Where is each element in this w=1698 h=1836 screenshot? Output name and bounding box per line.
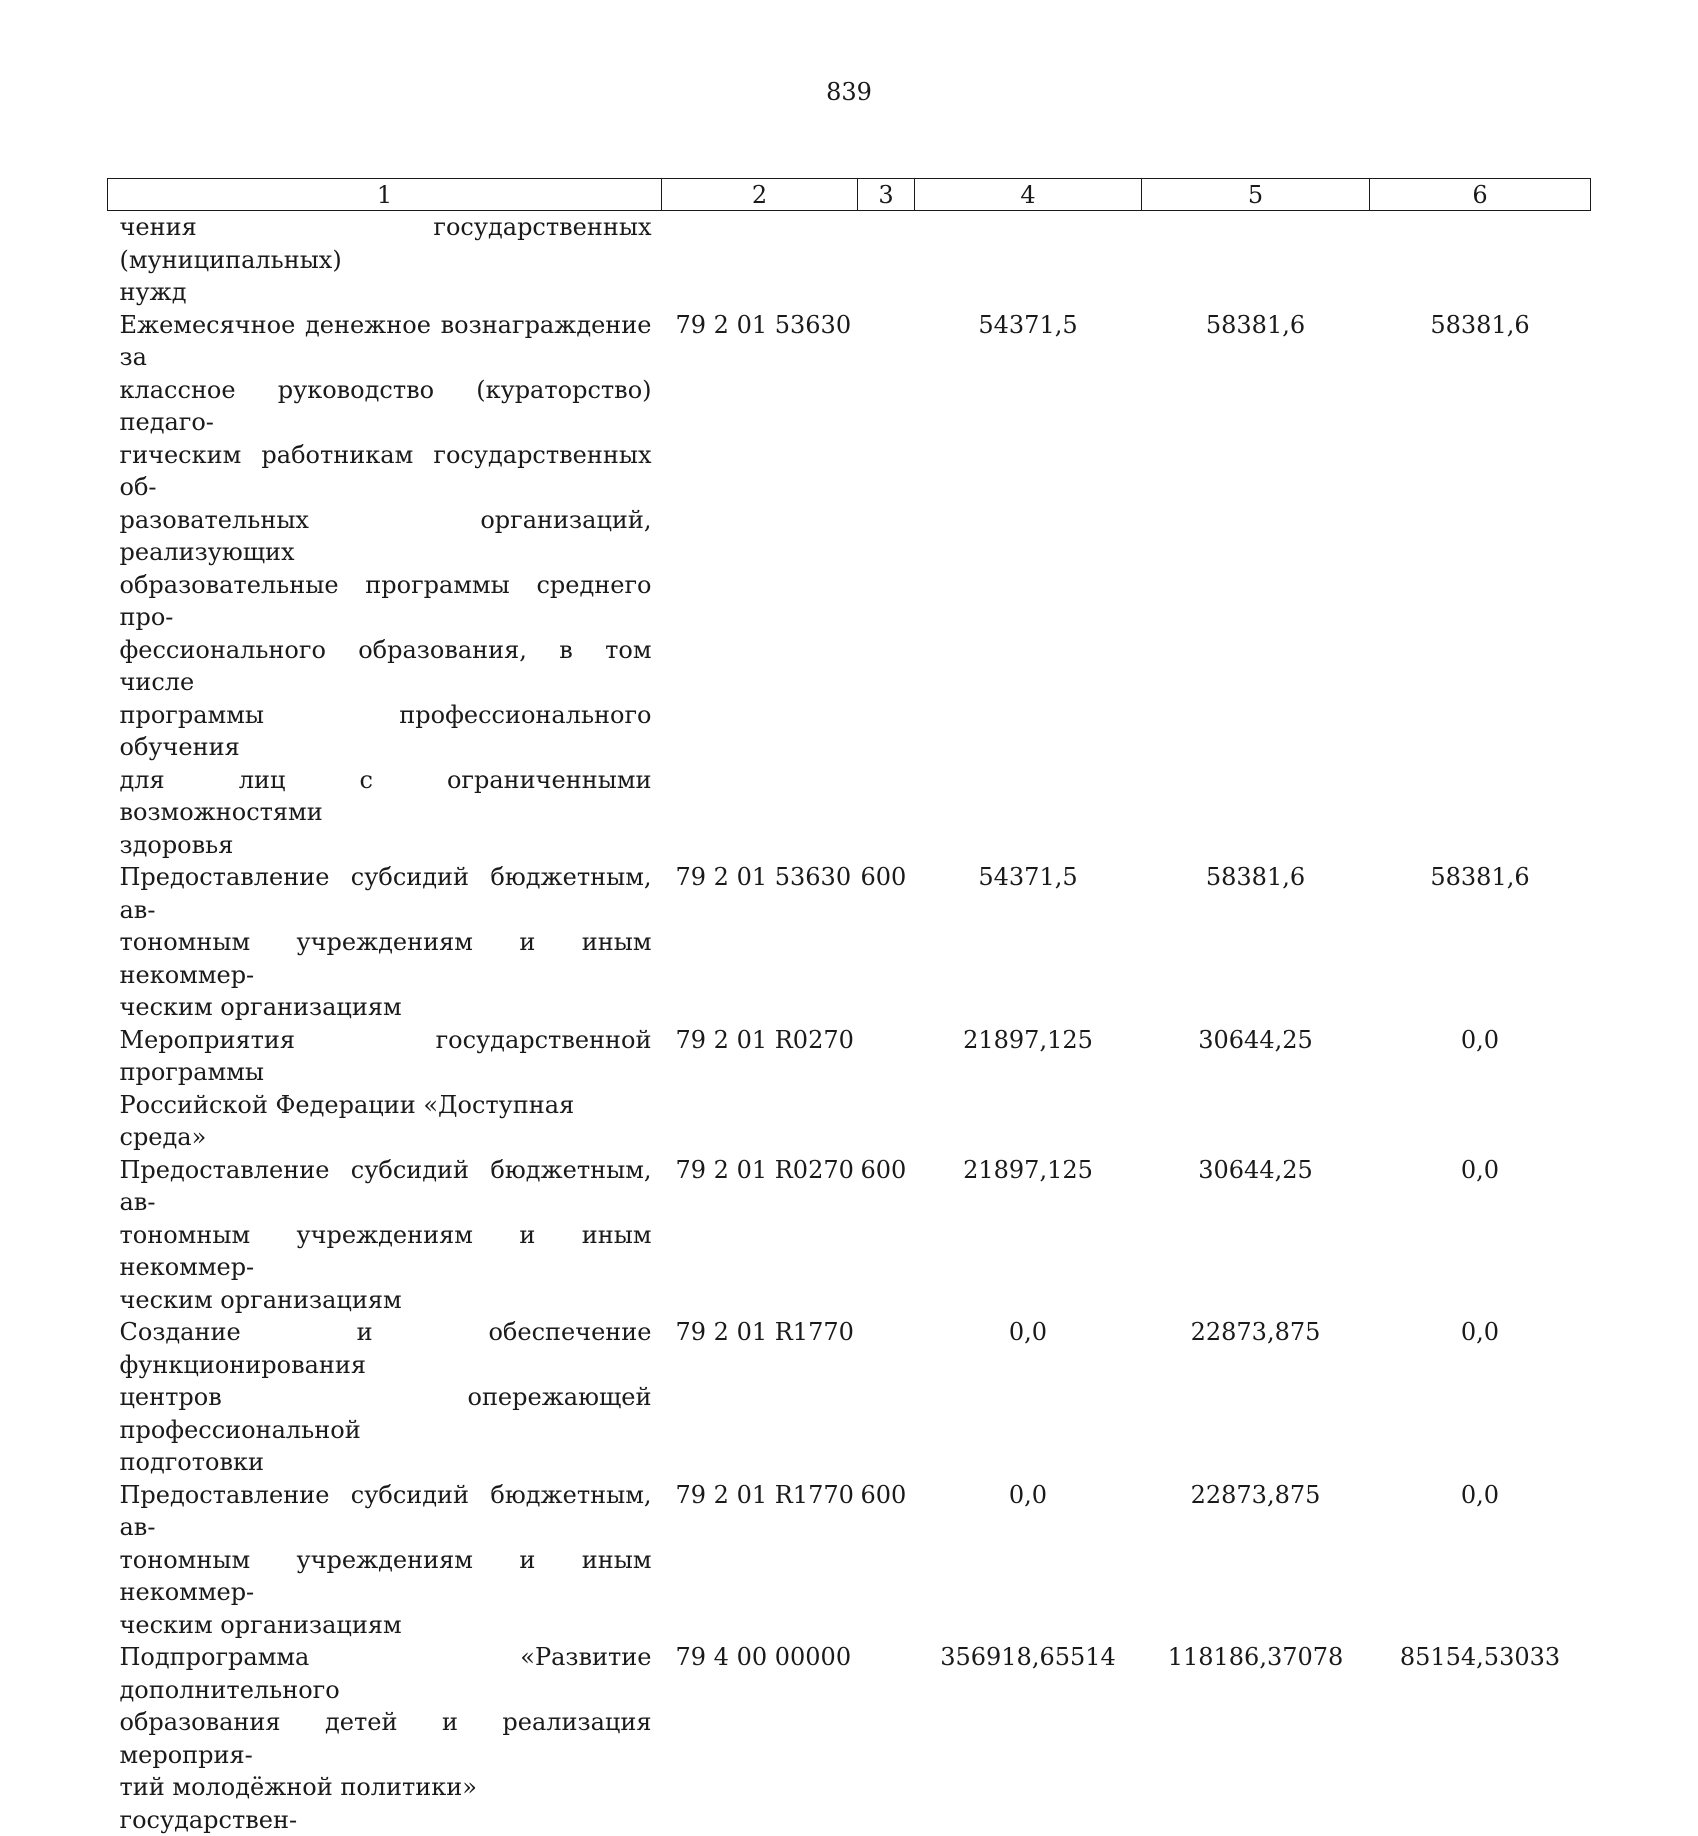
row-expense-type [858, 211, 915, 309]
row-expense-type: 600 [858, 1154, 915, 1317]
description-line: разовательных организаций, реализующих [120, 504, 652, 569]
table-row [108, 1154, 1591, 1317]
table-row [108, 211, 1591, 309]
description-line: центров опережающей профессиональной [120, 1381, 652, 1446]
row-code: 79 4 00 00000 [662, 1641, 858, 1836]
description-line: программы профессионального обучения [120, 699, 652, 764]
row-value-col5: 22873,875 [1142, 1316, 1370, 1479]
row-value-col4: 0,0 [915, 1316, 1142, 1479]
row-code: 79 2 01 R1770 [662, 1316, 858, 1479]
column-header: 1 [108, 179, 662, 211]
page-number: 839 [0, 78, 1698, 106]
table-row [108, 309, 1591, 862]
description-line: Ежемесячное денежное вознаграждение за [120, 309, 652, 374]
description-line: нужд [120, 276, 652, 309]
table-row [108, 1641, 1591, 1836]
description-line: образовательные программы среднего про- [120, 569, 652, 634]
table-row [108, 1316, 1591, 1479]
row-value-col4: 54371,5 [915, 309, 1142, 862]
row-value-col5: 30644,25 [1142, 1024, 1370, 1154]
table-row [108, 1024, 1591, 1154]
description-line: Создание и обеспечение функционирования [120, 1316, 652, 1381]
column-header: 6 [1370, 179, 1591, 211]
description-line: Предоставление субсидий бюджетным, ав- [120, 861, 652, 926]
description-line: ческим организациям [120, 991, 652, 1024]
row-value-col4 [915, 211, 1142, 309]
description-line: чения государственных (муниципальных) [120, 211, 652, 276]
row-value-col5 [1142, 211, 1370, 309]
description-line: тономным учреждениям и иным некоммер- [120, 1219, 652, 1284]
row-value-col6 [1370, 211, 1591, 309]
row-value-col5: 22873,875 [1142, 1479, 1370, 1642]
row-description [108, 309, 662, 862]
row-value-col5: 58381,6 [1142, 861, 1370, 1024]
row-value-col5: 30644,25 [1142, 1154, 1370, 1317]
row-value-col6: 0,0 [1370, 1024, 1591, 1154]
row-expense-type [858, 1316, 915, 1479]
row-code: 79 2 01 53630 [662, 309, 858, 862]
row-value-col6: 58381,6 [1370, 309, 1591, 862]
description-line: здоровья [120, 829, 652, 862]
row-value-col4: 21897,125 [915, 1024, 1142, 1154]
row-description [108, 861, 662, 1024]
description-line: ческим организациям [120, 1284, 652, 1317]
row-value-col4: 356918,65514 [915, 1641, 1142, 1836]
table-row [108, 861, 1591, 1024]
description-line: Подпрограмма «Развитие дополнительного [120, 1641, 652, 1706]
row-value-col5: 58381,6 [1142, 309, 1370, 862]
row-value-col6: 0,0 [1370, 1316, 1591, 1479]
row-code [662, 211, 858, 309]
description-line: тий молодёжной политики» государствен- [120, 1771, 652, 1836]
description-line: тономным учреждениям и иным некоммер- [120, 926, 652, 991]
description-line: Российской Федерации «Доступная среда» [120, 1089, 652, 1154]
description-line: подготовки [120, 1446, 652, 1479]
row-description [108, 1641, 662, 1836]
description-line: Мероприятия государственной программы [120, 1024, 652, 1089]
description-line: для лиц с ограниченными возможностями [120, 764, 652, 829]
description-line: фессионального образования, в том числе [120, 634, 652, 699]
column-header: 3 [858, 179, 915, 211]
row-code: 79 2 01 R0270 [662, 1154, 858, 1317]
row-expense-type: 600 [858, 1479, 915, 1642]
description-line: Предоставление субсидий бюджетным, ав- [120, 1154, 652, 1219]
description-line: классное руководство (кураторство) педаго- [120, 374, 652, 439]
column-header: 4 [915, 179, 1142, 211]
budget-table [107, 178, 1591, 1836]
row-description [108, 211, 662, 309]
description-line: Предоставление субсидий бюджетным, ав- [120, 1479, 652, 1544]
row-code: 79 2 01 53630 [662, 861, 858, 1024]
row-value-col4: 21897,125 [915, 1154, 1142, 1317]
row-value-col4: 0,0 [915, 1479, 1142, 1642]
row-value-col6: 58381,6 [1370, 861, 1591, 1024]
row-description [108, 1024, 662, 1154]
description-line: ческим организациям [120, 1609, 652, 1642]
description-line: образования детей и реализация мероприя- [120, 1706, 652, 1771]
table-row [108, 1479, 1591, 1642]
row-value-col6: 0,0 [1370, 1479, 1591, 1642]
row-expense-type: 600 [858, 861, 915, 1024]
row-code: 79 2 01 R0270 [662, 1024, 858, 1154]
description-line: гическим работникам государственных об- [120, 439, 652, 504]
row-value-col5: 118186,37078 [1142, 1641, 1370, 1836]
description-line: тономным учреждениям и иным некоммер- [120, 1544, 652, 1609]
row-expense-type [858, 1641, 915, 1836]
row-value-col4: 54371,5 [915, 861, 1142, 1024]
column-header: 2 [662, 179, 858, 211]
row-description [108, 1316, 662, 1479]
row-expense-type [858, 1024, 915, 1154]
table-header-row [108, 179, 1591, 211]
row-description [108, 1479, 662, 1642]
row-code: 79 2 01 R1770 [662, 1479, 858, 1642]
row-value-col6: 85154,53033 [1370, 1641, 1591, 1836]
table-body [108, 211, 1591, 1836]
row-expense-type [858, 309, 915, 862]
row-value-col6: 0,0 [1370, 1154, 1591, 1317]
column-header: 5 [1142, 179, 1370, 211]
row-description [108, 1154, 662, 1317]
